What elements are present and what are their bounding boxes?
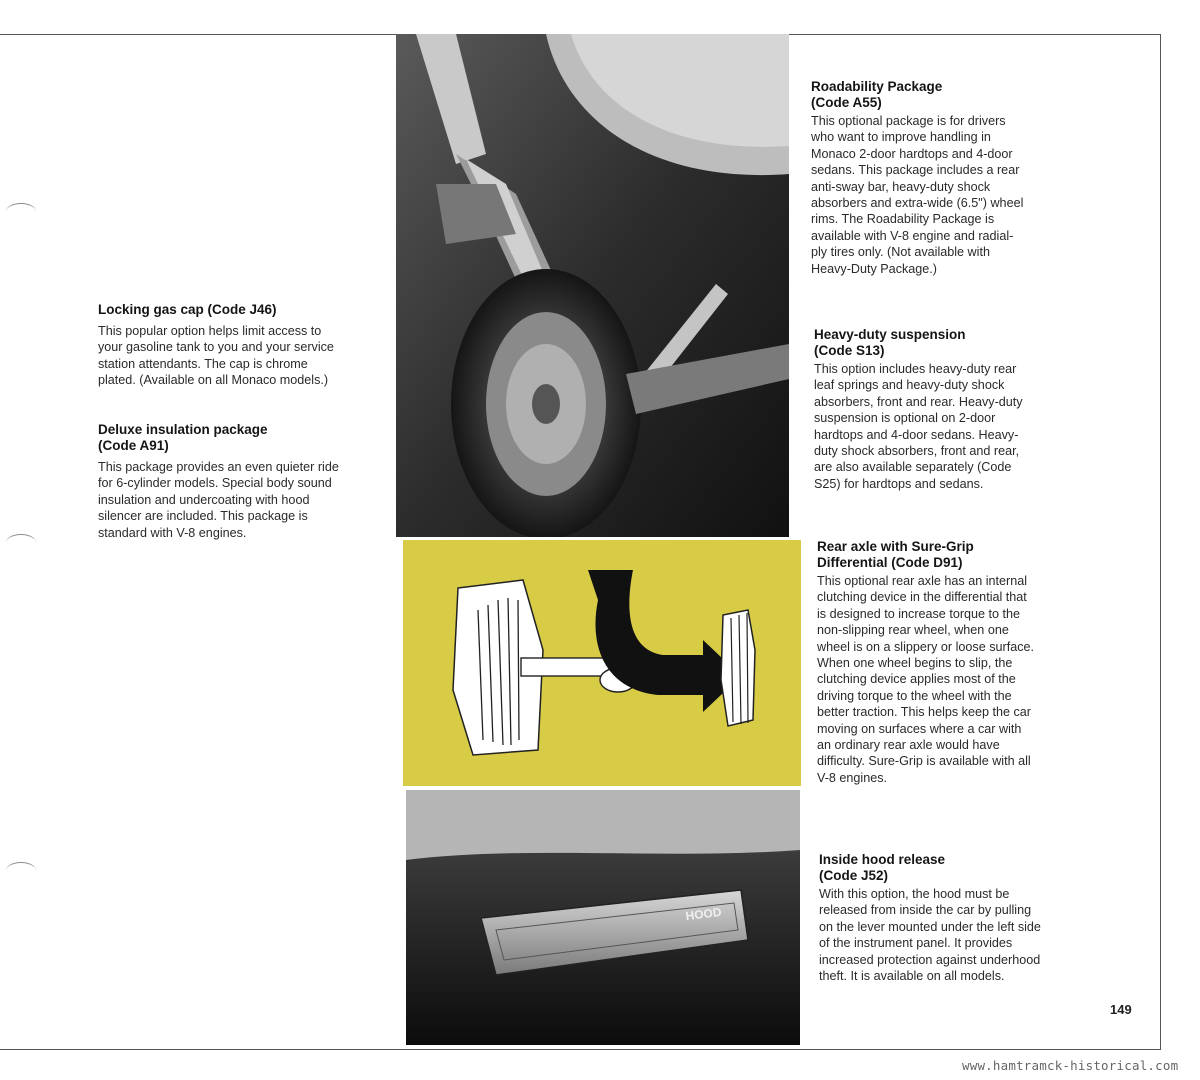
section-body: This optional rear axle has an internal clutching device in the differential that is designed to increase torque to the non-slipping rear wheel, when one wheel is on a slippery or loose surface. When one wheel begins to slip, the clutching device applies most of the driving torque to the wheel with the better traction. This helps keep the car moving on surfaces where a car with an ordinary rear axle would have difficulty. Sure-Grip is available with all V-8 engines. (817, 574, 1035, 785)
watermark: www.hamtramck-historical.com (962, 1058, 1179, 1073)
binder-hole-mark (6, 203, 36, 220)
hood-release-graphic (406, 790, 800, 1045)
section-title: Locking gas cap (Code J46) (98, 302, 277, 317)
binder-hole-mark (6, 534, 36, 551)
section-body: With this option, the hood must be released from inside the car by pulling on the lever mounted under the left side of the instrument panel. It provides increased protection against underhood theft. It is available on all models. (819, 887, 1041, 984)
section-locking-gas-cap (98, 302, 343, 389)
section-body: This package provides an even quieter ride for 6-cylinder models. Special body sound insulation and undercoating with hood silencer are included. This package is standard with V-8 engines. (98, 460, 339, 540)
page-number: 149 (1110, 1002, 1132, 1017)
hood-release-photo (406, 790, 800, 1045)
section-sure-grip (817, 539, 1037, 786)
section-title: Rear axle with Sure-Grip Differential (Code D91) (817, 539, 974, 570)
binder-hole-mark (6, 862, 36, 879)
section-title: Roadability Package (Code A55) (811, 79, 943, 110)
hood-lever-label: HOOD (684, 904, 723, 924)
page-border-right (1160, 34, 1161, 1050)
page-border-bottom (0, 1049, 1161, 1050)
section-heavy-duty-suspension (814, 327, 1030, 492)
suspension-photo (396, 34, 789, 537)
section-inside-hood-release (819, 852, 1041, 984)
section-roadability (811, 79, 1026, 277)
section-title: Heavy-duty suspension (Code S13) (814, 327, 966, 358)
section-title: Deluxe insulation package (Code A91) (98, 422, 268, 453)
section-deluxe-insulation (98, 422, 343, 541)
suspension-photo-graphic (396, 34, 789, 537)
sure-grip-illustration (403, 540, 801, 786)
section-body: This option includes heavy-duty rear leaf springs and heavy-duty shock absorbers, front and rear. Heavy-duty suspension is optional on 2-door hardtops and 4-door sedans. Heavy-duty shock absorbers, front and rear, are also available separately (Code S25) for hardtops and sedans. (814, 362, 1023, 491)
section-title: Inside hood release (Code J52) (819, 852, 946, 883)
section-body: This popular option helps limit access to your gasoline tank to you and your service station attendants. The cap is chrome plated. (Available on all Monaco models.) (98, 324, 334, 388)
differential-diagram (403, 540, 801, 786)
section-body: This optional package is for drivers who want to improve handling in Monaco 2-door hardtops and 4-door sedans. This package includes a rear anti-sway bar, heavy-duty shock absorbers and extra-wide (6.5") wheel rims. The Roadability Package is available with V-8 engine and radial-ply tires only. (Not available with Heavy-Duty Package.) (811, 114, 1024, 276)
